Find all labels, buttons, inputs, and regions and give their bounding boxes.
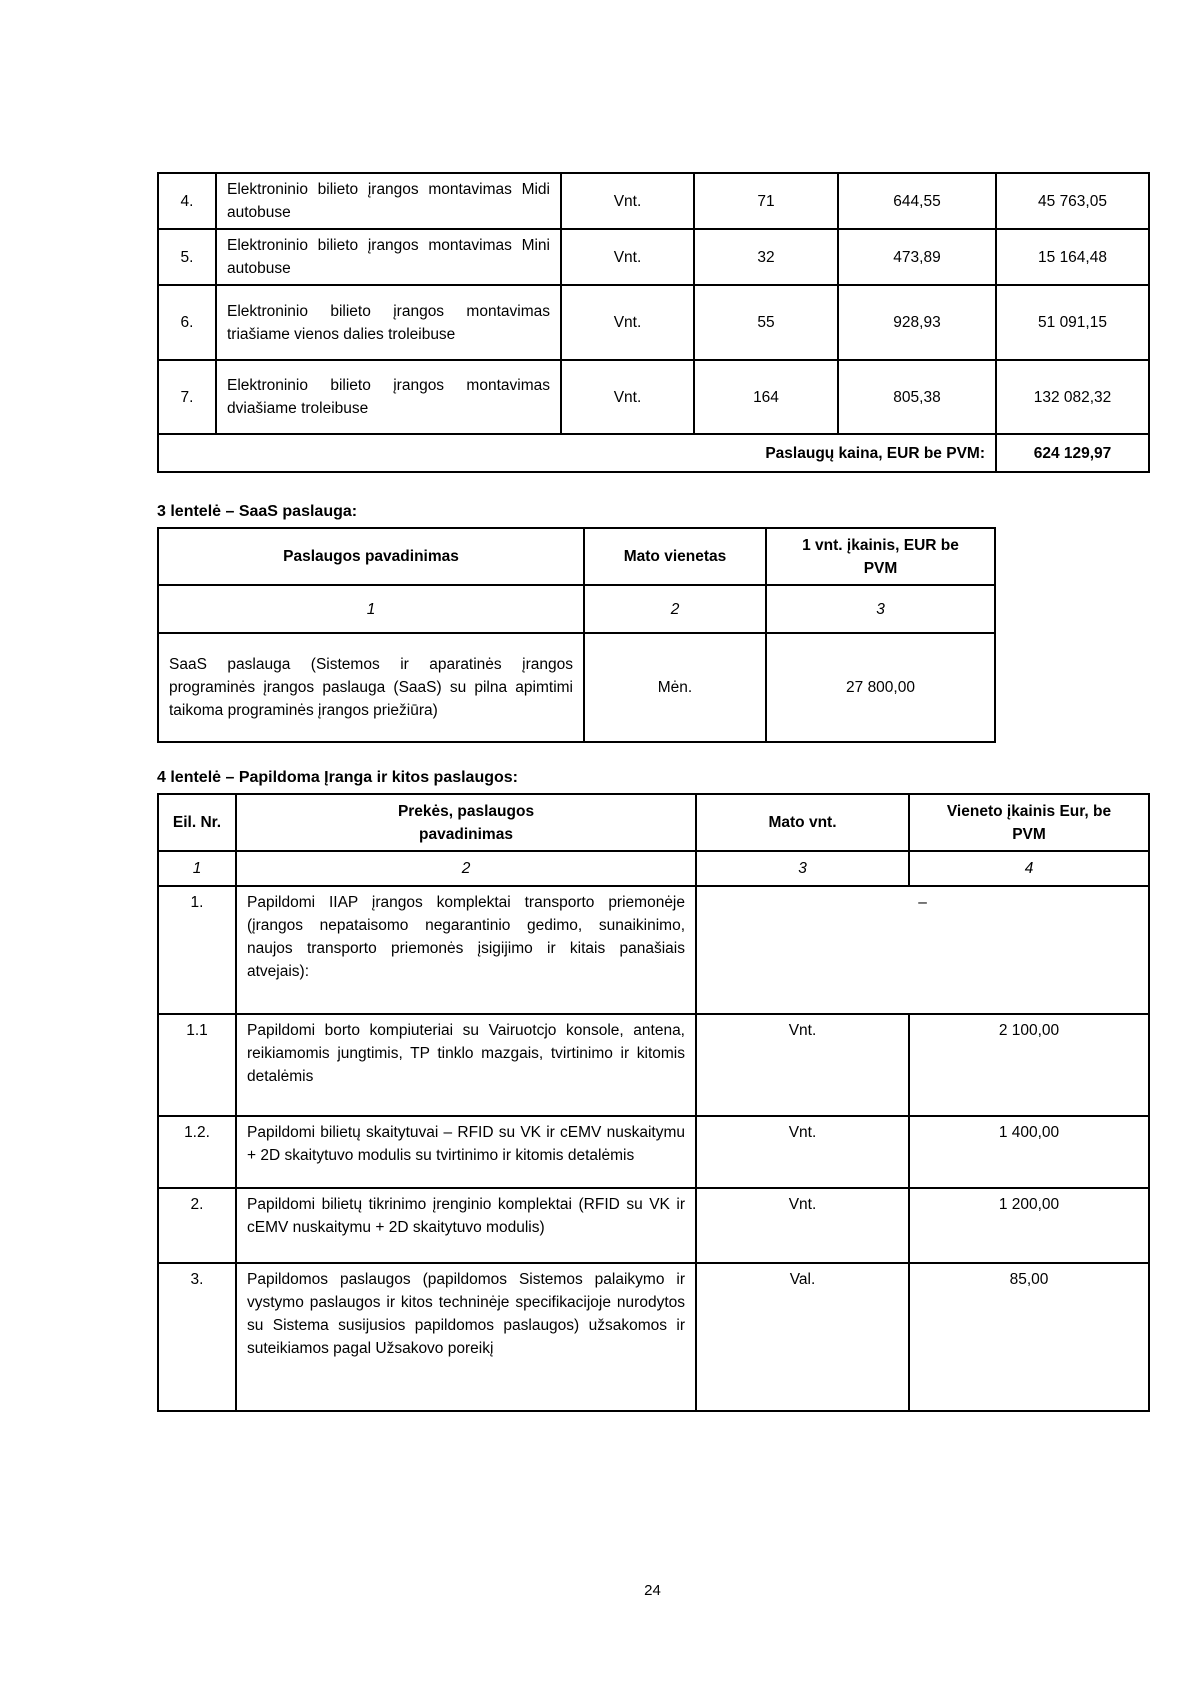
row-number: 6.: [158, 285, 216, 360]
service-description: Elektroninio bilieto įrangos montavimas Mini autobuse: [216, 229, 561, 285]
unit-cell: Mėn.: [584, 633, 766, 742]
column-number: 2: [236, 851, 696, 886]
unit-price-cell: 473,89: [838, 229, 996, 285]
table3-title: 3 lentelė – SaaS paslauga:: [157, 503, 358, 520]
column-number-row: [158, 851, 1149, 886]
unit-cell: Val.: [696, 1263, 909, 1411]
header-unit: Mato vienetas: [584, 528, 766, 585]
table-row: [158, 229, 1149, 285]
page-content: [157, 172, 1148, 1412]
column-number: 4: [909, 851, 1149, 886]
unit-cell: Vnt.: [696, 1014, 909, 1116]
table-row: [158, 1188, 1149, 1263]
table-row: [158, 633, 995, 742]
header-item-name-text: Prekės, paslaugos pavadinimas: [397, 802, 535, 843]
header-row-number: Eil. Nr.: [158, 794, 236, 851]
column-number: 1: [158, 585, 584, 633]
unit-cell: Vnt.: [561, 173, 694, 229]
row-number: 1.1: [158, 1014, 236, 1116]
table4-title: 4 lentelė – Papildoma Įranga ir kitos paslaugos:: [157, 769, 518, 786]
row-number: 3.: [158, 1263, 236, 1411]
row-number: 7.: [158, 360, 216, 434]
header-unit: Mato vnt.: [696, 794, 909, 851]
table-row: [158, 1116, 1149, 1188]
total-cell: 51 091,15: [996, 285, 1149, 360]
table-row: [158, 360, 1149, 434]
table-header-row: [158, 528, 995, 585]
page-number: 24: [644, 1582, 661, 1599]
item-description: Papildomi bilietų tikrinimo įrenginio komplektai (RFID su VK ir cEMV nuskaitymu + 2D skaitytuvo modulis): [236, 1188, 696, 1263]
service-description: Elektroninio bilieto įrangos montavimas Midi autobuse: [216, 173, 561, 229]
table-row: [158, 173, 1149, 229]
header-unit-price-text: 1 vnt. įkainis, EUR be PVM: [802, 536, 959, 577]
services-price-label: Paslaugų kaina, EUR be PVM:: [158, 434, 996, 472]
row-number: 4.: [158, 173, 216, 229]
header-service-name: Paslaugos pavadinimas: [158, 528, 584, 585]
table-row: [158, 1014, 1149, 1116]
header-item-name: [236, 794, 696, 851]
unit-cell: Vnt.: [561, 229, 694, 285]
equipment-install-table: [157, 172, 1150, 473]
unit-cell: Vnt.: [696, 1188, 909, 1263]
unit-price-cell: 644,55: [838, 173, 996, 229]
total-cell: 45 763,05: [996, 173, 1149, 229]
item-description: Papildomos paslaugos (papildomos Sistemos palaikymo ir vystymo paslaugos ir kitos techninėje specifikacijoje nurodytos su Sistema susijusios papildomos paslaugos) užsakomos ir suteikiamos pagal Užsakovo poreikį: [236, 1263, 696, 1411]
table-total-row: [158, 434, 1149, 472]
total-cell: 132 082,32: [996, 360, 1149, 434]
header-unit-price-text: Vieneto įkainis Eur, be PVM: [946, 802, 1112, 843]
column-number-row: [158, 585, 995, 633]
table-row: [158, 285, 1149, 360]
total-cell: 15 164,48: [996, 229, 1149, 285]
additional-equipment-table: [157, 793, 1150, 1412]
services-price-total: 624 129,97: [996, 434, 1149, 472]
unit-price-cell: 2 100,00: [909, 1014, 1149, 1116]
unit-price-cell: 85,00: [909, 1263, 1149, 1411]
service-description: Elektroninio bilieto įrangos montavimas dviašiame troleibuse: [216, 360, 561, 434]
item-description: Papildomi borto kompiuteriai su Vairuotcjo konsole, antena, reikiamomis jungtimis, TP tinklo mazgais, tvirtinimo ir kitomis detalėmis: [236, 1014, 696, 1116]
column-number: 3: [766, 585, 995, 633]
row-number: 1.2.: [158, 1116, 236, 1188]
unit-price-cell: 1 400,00: [909, 1116, 1149, 1188]
quantity-cell: 55: [694, 285, 838, 360]
unit-price-cell: 1 200,00: [909, 1188, 1149, 1263]
row-number: 5.: [158, 229, 216, 285]
column-number: 2: [584, 585, 766, 633]
service-description: Elektroninio bilieto įrangos montavimas triašiame vienos dalies troleibuse: [216, 285, 561, 360]
item-description: Papildomi bilietų skaitytuvai – RFID su VK ir cEMV nuskaitymu + 2D skaitytuvo modulis su tvirtinimo ir kitomis detalėmis: [236, 1116, 696, 1188]
saas-table: [157, 527, 996, 743]
column-number: 1: [158, 851, 236, 886]
quantity-cell: 32: [694, 229, 838, 285]
service-description: SaaS paslauga (Sistemos ir aparatinės įrangos programinės įrangos paslauga (SaaS) su pilna apimtimi taikoma programinės įrangos priežiūra): [158, 633, 584, 742]
unit-price-cell: 27 800,00: [766, 633, 995, 742]
unit-cell: Vnt.: [561, 285, 694, 360]
header-unit-price: [909, 794, 1149, 851]
quantity-cell: 164: [694, 360, 838, 434]
table-row: [158, 1263, 1149, 1411]
header-unit-price: [766, 528, 995, 585]
quantity-cell: 71: [694, 173, 838, 229]
unit-cell: Vnt.: [696, 1116, 909, 1188]
row-number: 2.: [158, 1188, 236, 1263]
row-number: 1.: [158, 886, 236, 1014]
table-row: [158, 886, 1149, 1014]
table-header-row: [158, 794, 1149, 851]
item-description: Papildomi IIAP įrangos komplektai transporto priemonėje (įrangos nepataisomo negarantinio gedimo, sunaikinimo, naujos transporto priemonės įsigijimo ir kitais panašiais atvejais):: [236, 886, 696, 1014]
column-number: 3: [696, 851, 909, 886]
unit-cell: Vnt.: [561, 360, 694, 434]
unit-price-cell: 805,38: [838, 360, 996, 434]
merged-dash-cell: –: [696, 886, 1149, 1014]
unit-price-cell: 928,93: [838, 285, 996, 360]
